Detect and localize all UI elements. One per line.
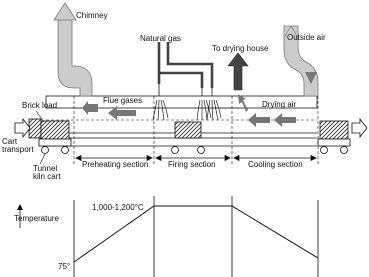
temperature-axis-label: Temperature bbox=[14, 214, 59, 223]
brick-cart-firing bbox=[172, 122, 205, 154]
drying-air-arrow-2 bbox=[248, 113, 270, 127]
brick-cart-right bbox=[318, 121, 350, 154]
temperature-profile-curve bbox=[74, 206, 318, 262]
brick-cart-left bbox=[29, 119, 71, 154]
to-drying-house-arrow bbox=[228, 53, 248, 90]
transport-label: transport bbox=[2, 145, 34, 154]
kiln-cart-label: kiln cart bbox=[33, 172, 61, 181]
cart-label: Cart bbox=[2, 137, 18, 146]
temperature-axis-head bbox=[17, 204, 23, 210]
tunnel-cart-leader bbox=[40, 154, 45, 164]
to-drying-house-label: To drying house bbox=[212, 44, 269, 53]
cart-out-arrow bbox=[352, 119, 367, 137]
tunnel-label: Tunnel bbox=[33, 164, 58, 173]
cooling-section-label: Cooling section bbox=[248, 160, 303, 169]
gas-pipes bbox=[159, 42, 212, 88]
drying-air-label: Drying air bbox=[262, 100, 297, 109]
brick-load-label: Brick load bbox=[22, 101, 58, 110]
outside-air-label: Outside air bbox=[287, 33, 326, 42]
chimney-arrow bbox=[54, 3, 76, 20]
firing-section-label: Firing section bbox=[168, 160, 216, 169]
natural-gas-label: Natural gas bbox=[140, 34, 181, 43]
base-temperature-label: 75° bbox=[58, 262, 71, 271]
preheating-section-label: Preheating section bbox=[82, 160, 149, 169]
drying-air-arrow-1 bbox=[274, 113, 296, 127]
cart-in-arrow bbox=[15, 119, 30, 137]
chimney-label: Chimney bbox=[76, 11, 108, 20]
burner-nozzles bbox=[159, 84, 212, 96]
flue-gases-label: Flue gases bbox=[103, 96, 143, 105]
chimney-duct bbox=[58, 20, 92, 96]
peak-temperature-label: 1,000-1,200°C bbox=[92, 203, 144, 212]
